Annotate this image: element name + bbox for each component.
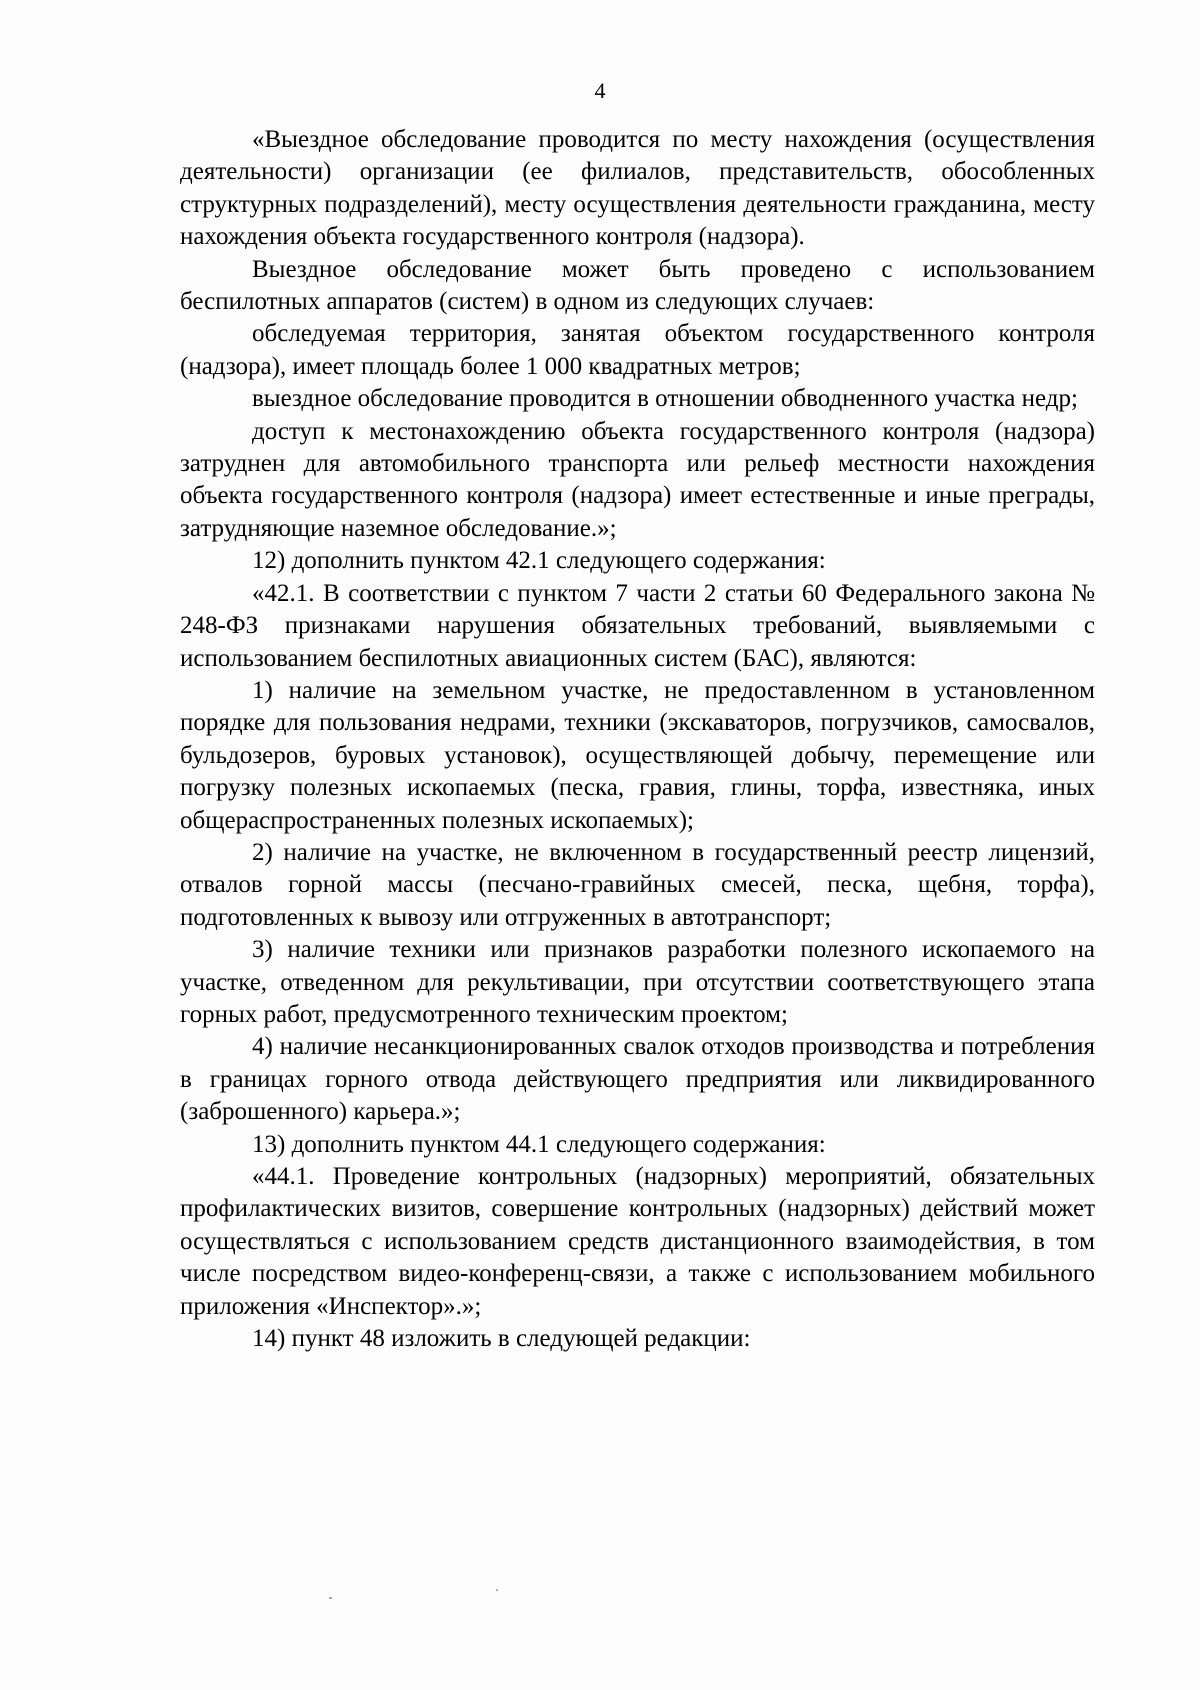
paragraph-sign-2: 2) наличие на участке, не включенном в государственный реестр лицензий, отвалов горной массы (песчано-гравийных смесей, песка, щебня, торфа), подготовленных к вывозу или отгруженных в автотранспорт;	[180, 838, 1095, 931]
paragraph-item-14: 14) пункт 48 изложить в следующей редакции:	[252, 1325, 751, 1353]
paragraph-field-survey-location: «Выездное обследование проводится по месту нахождения (осуществления деятельности) организации (ее филиалов, представительств, обособленных структурных подразделений), месту осуществления деятельности гражданина, месту нахождения объекта государственного контроля (надзора).	[180, 126, 1095, 251]
paragraph-item-13: 13) дополнить пунктом 44.1 следующего содержания:	[252, 1130, 826, 1158]
scan-speck	[329, 1597, 332, 1599]
document-body	[180, 124, 1095, 1355]
paragraph-item-12: 12) дополнить пунктом 42.1 следующего содержания:	[252, 547, 826, 575]
paragraph-sign-4: 4) наличие несанкционированных свалок отходов производства и потребления в границах горного отвода действующего предприятия или ликвидированного (заброшенного) карьера.»;	[180, 1033, 1095, 1126]
paragraph-access-difficulty: доступ к местонахождению объекта государственного контроля (надзора) затруднен для автомобильного транспорта или рельеф местности нахождения объекта государственного контроля (надзора) имеет естественные и иные преграды, затрудняющие наземное обследование.»;	[180, 417, 1095, 542]
paragraph-point-44-1: «44.1. Проведение контрольных (надзорных) мероприятий, обязательных профилактических визитов, совершение контрольных (надзорных) действий может осуществляться с использованием средств дистанционного взаимодействия, в том числе посредством видео-конференц-связи, а также с использованием мобильного приложения «Инспектор».»;	[180, 1163, 1095, 1320]
paragraph-point-42-1: «42.1. В соответствии с пунктом 7 части 2 статьи 60 Федерального закона № 248-ФЗ признаками нарушения обязательных требований, выявляемыми с использованием беспилотных авиационных систем (БАС), являются:	[180, 579, 1095, 672]
paragraph-drone-survey-cases: Выездное обследование может быть проведено с использованием беспилотных аппаратов (систем) в одном из следующих случаев:	[180, 255, 1095, 316]
paragraph-area-condition: обследуемая территория, занятая объектом государственного контроля (надзора), имеет площадь более 1 000 квадратных метров;	[180, 320, 1095, 380]
paragraph-sign-3: 3) наличие техники или признаков разработки полезного ископаемого на участке, отведенном для рекультивации, при отсутствии соответствующего этапа горных работ, предусмотренного техническим проектом;	[180, 936, 1095, 1028]
paragraph-watered-subsoil: выездное обследование проводится в отношении обводненного участка недр;	[252, 385, 1078, 413]
scan-speck	[496, 1589, 498, 1591]
page-number: 4	[594, 78, 606, 103]
paragraph-sign-1: 1) наличие на земельном участке, не предоставленном в установленном порядке для пользования недрами, техники (экскаваторов, погрузчиков, самосвалов, бульдозеров, буровых установок), осуществляющей добычу, перемещение или погрузку полезных ископаемых (песка, гравия, глины, торфа, известняка, иных общераспространенных полезных ископаемых);	[180, 676, 1095, 834]
